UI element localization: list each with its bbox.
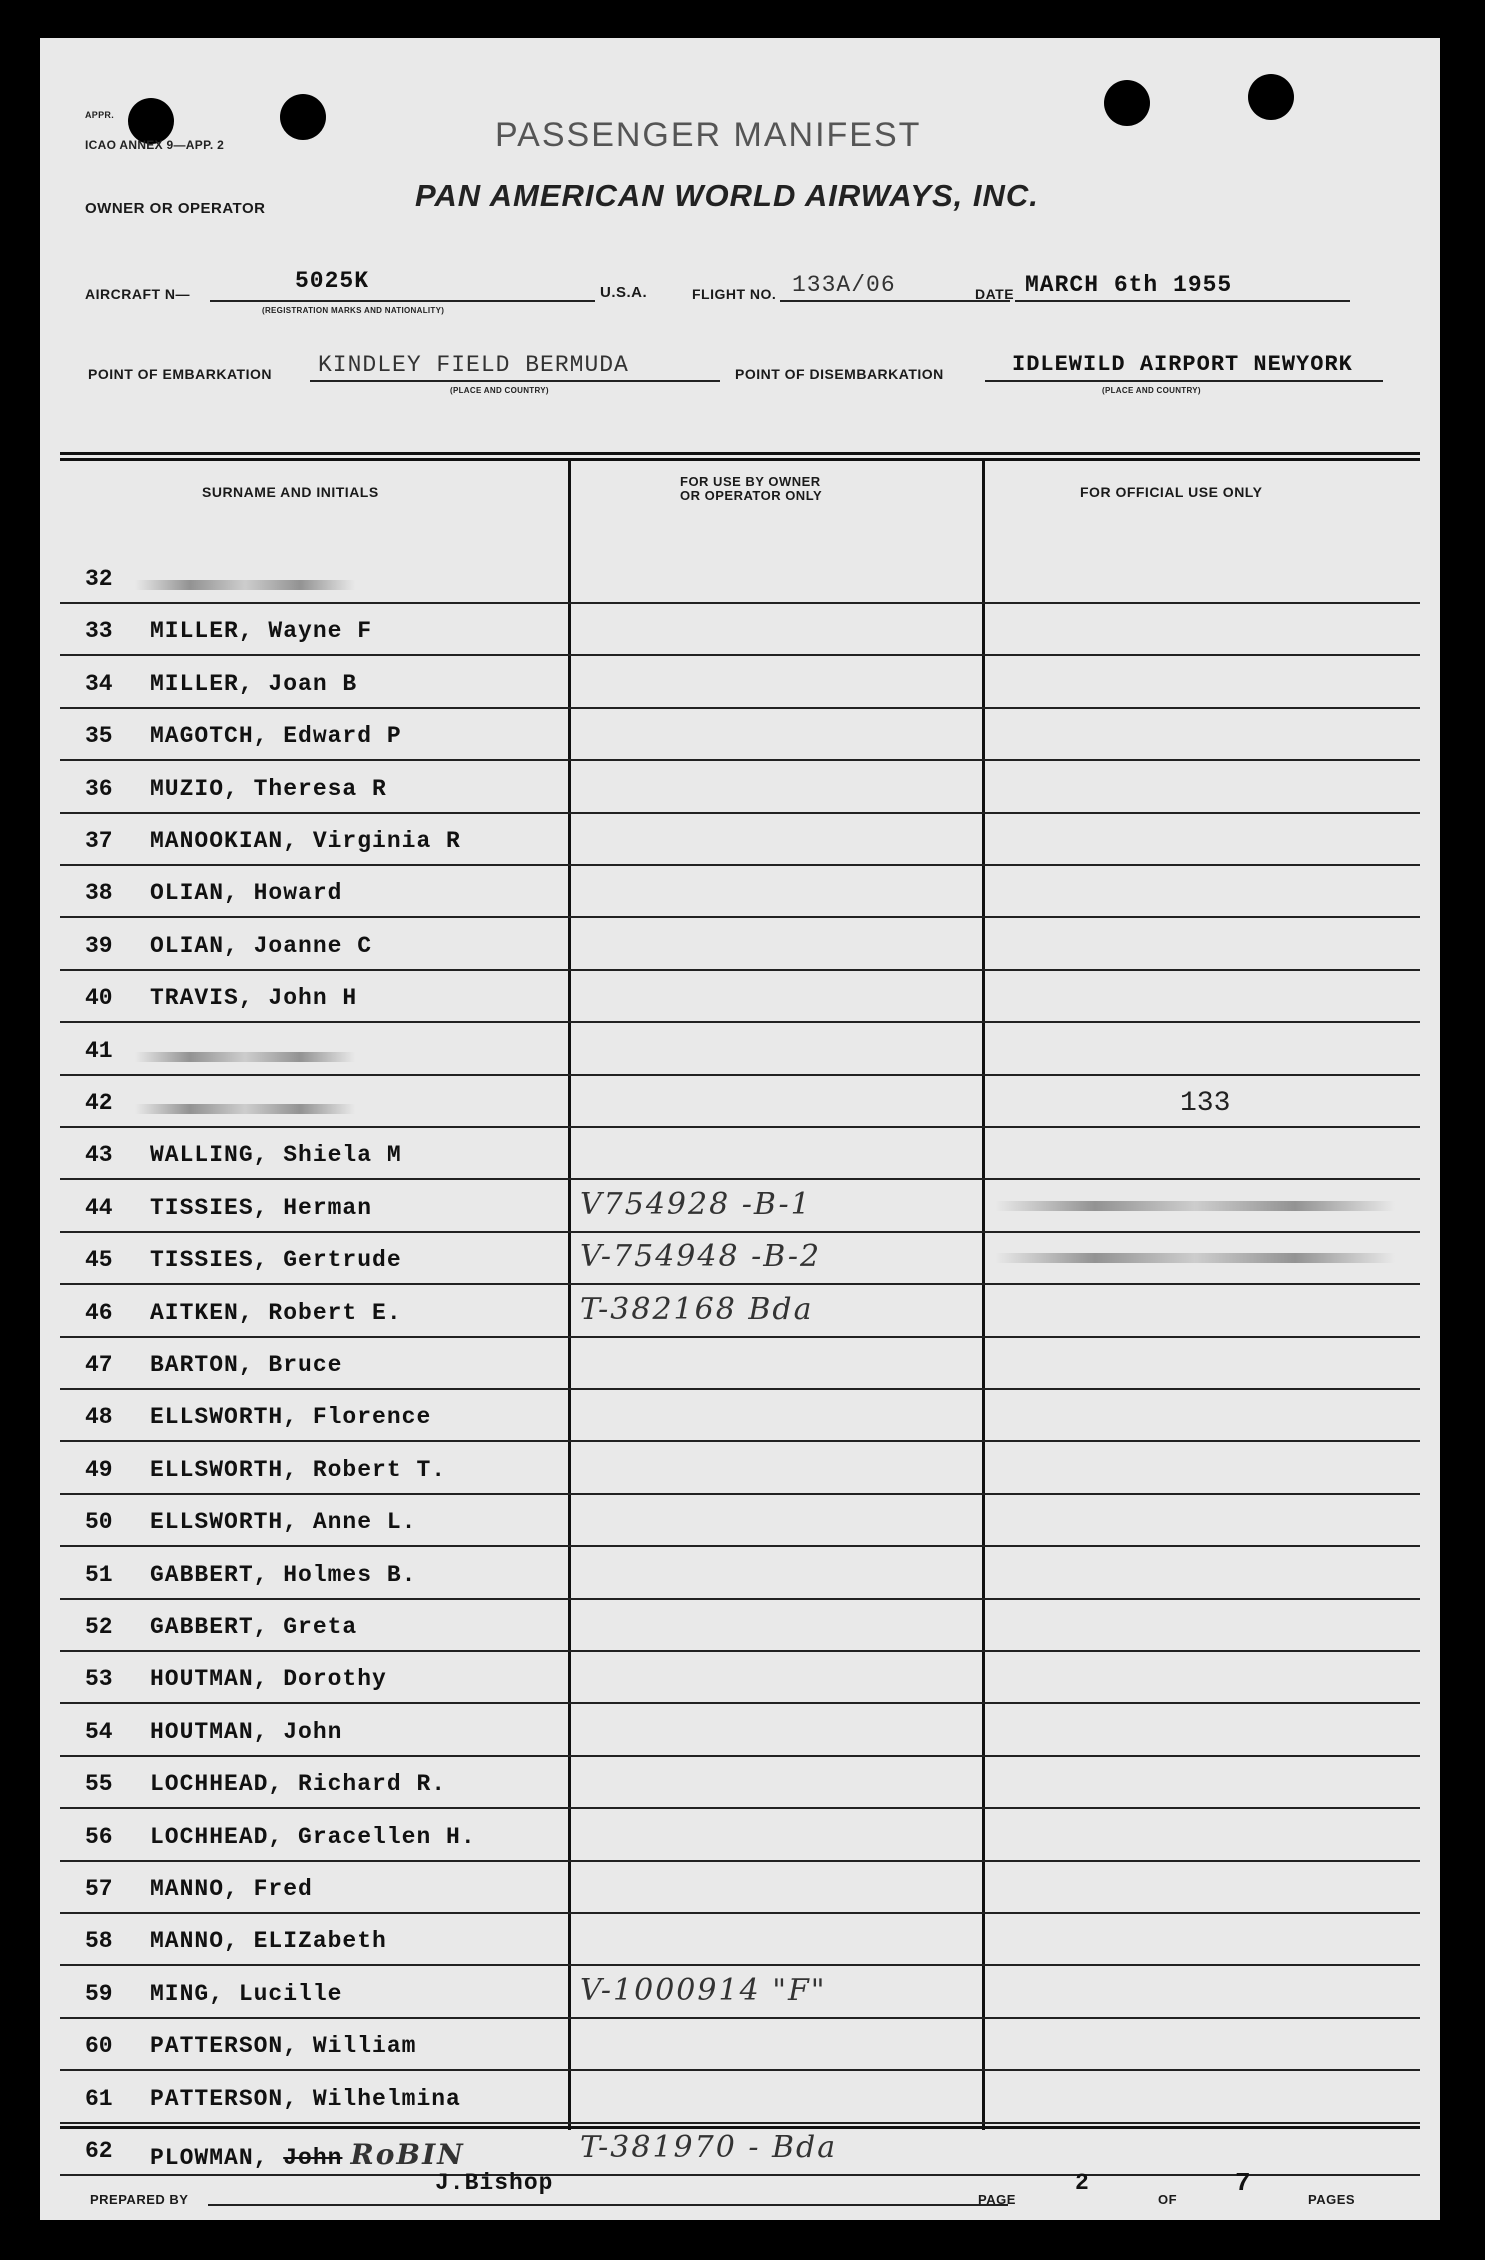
passenger-name: PATTERSON, Wilhelmina (150, 2085, 461, 2112)
table-row (40, 1130, 1440, 1182)
table-row (40, 711, 1440, 763)
date-label: DATE (975, 286, 1015, 302)
row-rule (60, 1021, 1420, 1023)
passenger-name (150, 2138, 465, 2171)
passenger-name: GABBERT, Greta (150, 1614, 358, 1640)
row-number: 51 (85, 1561, 113, 1588)
row-number: 42 (85, 1090, 113, 1116)
row-number: 60 (85, 2033, 113, 2060)
aircraft-value: 5025K (295, 268, 370, 294)
owner-value: PAN AMERICAN WORLD AIRWAYS, INC. (415, 178, 1039, 213)
passenger-name: AITKEN, Robert E. (150, 1299, 402, 1326)
column-header-surname: SURNAME AND INITIALS (202, 484, 379, 500)
passenger-name-typed: PLOWMAN, John (150, 2145, 343, 2171)
disembarkation-value: IDLEWILD AIRPORT NEWYORK (1012, 352, 1353, 377)
column-header-owner-use-2: OR OPERATOR ONLY (680, 488, 823, 503)
passenger-name: MILLER, Joan B (150, 670, 358, 697)
table-row (40, 2126, 1440, 2178)
passenger-name: HOUTMAN, John (150, 1718, 343, 1745)
row-rule (60, 1126, 1420, 1128)
official-note: 133 (1180, 1088, 1231, 1119)
row-number: 41 (85, 1037, 113, 1064)
table-row (40, 554, 1440, 606)
row-number: 33 (85, 618, 113, 645)
table-row (40, 2021, 1440, 2073)
row-rule (60, 864, 1420, 866)
passenger-name: PATTERSON, William (150, 2033, 417, 2060)
row-rule (60, 1283, 1420, 1285)
passenger-name: MANOOKIAN, Virginia R (150, 828, 461, 854)
erased-entry (135, 580, 355, 590)
table-row (40, 1812, 1440, 1864)
row-rule (60, 707, 1420, 709)
passenger-name: TISSIES, Herman (150, 1194, 373, 1221)
table-row (40, 868, 1440, 920)
embarkation-value: KINDLEY FIELD BERMUDA (318, 352, 629, 378)
punch-hole (280, 94, 326, 140)
punch-hole (1248, 74, 1294, 120)
row-rule (60, 2122, 1420, 2124)
row-number: 35 (85, 723, 113, 750)
table-row (40, 1078, 1440, 1130)
row-rule (60, 654, 1420, 656)
table-row (40, 1602, 1440, 1654)
passenger-name: MUZIO, Theresa R (150, 775, 387, 802)
table-row (40, 1392, 1440, 1444)
passenger-name: TRAVIS, John H (150, 985, 358, 1012)
table-row (40, 1654, 1440, 1706)
punch-hole (1104, 80, 1150, 126)
row-number: 36 (85, 775, 113, 802)
row-number: 44 (85, 1194, 113, 1221)
row-number: 40 (85, 985, 113, 1012)
passenger-name: WALLING, Shiela M (150, 1142, 402, 1169)
row-rule (60, 1650, 1420, 1652)
row-number: 53 (85, 1666, 113, 1693)
table-row (40, 816, 1440, 868)
disembarkation-sub-label: (PLACE AND COUNTRY) (1102, 386, 1201, 395)
table-row (40, 1864, 1440, 1916)
table-row (40, 764, 1440, 816)
row-number: 48 (85, 1404, 113, 1431)
row-number: 39 (85, 932, 113, 959)
owner-label: OWNER OR OPERATOR (85, 200, 266, 217)
erased-official-entry (995, 1253, 1395, 1263)
passenger-name: ELLSWORTH, Robert T. (150, 1456, 447, 1483)
row-number: 58 (85, 1928, 113, 1955)
operator-note: V754928 -B-1 (580, 1186, 812, 1222)
page-number: 2 (1075, 2170, 1090, 2196)
row-number: 59 (85, 1980, 113, 2007)
embarkation-sub-label: (PLACE AND COUNTRY) (450, 386, 549, 395)
row-rule (60, 1440, 1420, 1442)
operator-note: V-754948 -B-2 (580, 1239, 822, 1275)
erased-official-entry (995, 1201, 1395, 1211)
table-row (40, 1759, 1440, 1811)
passenger-name: BARTON, Bruce (150, 1352, 343, 1378)
passenger-name: GABBERT, Holmes B. (150, 1561, 417, 1588)
row-number: 38 (85, 880, 113, 907)
prepared-by-value: J.Bishop (435, 2170, 554, 2196)
page-title: PASSENGER MANIFEST (495, 116, 922, 154)
row-rule (60, 2069, 1420, 2071)
aircraft-sub-label: (REGISTRATION MARKS AND NATIONALITY) (262, 306, 445, 315)
manifest-sheet (40, 38, 1440, 2220)
passenger-name: ELLSWORTH, Florence (150, 1404, 432, 1431)
row-number: 61 (85, 2085, 113, 2112)
row-rule (60, 602, 1420, 604)
row-number: 56 (85, 1823, 113, 1850)
row-rule (60, 1807, 1420, 1809)
table-row (40, 1550, 1440, 1602)
passenger-name: LOCHHEAD, Richard R. (150, 1771, 447, 1798)
row-rule (60, 1178, 1420, 1180)
passenger-name: OLIAN, Joanne C (150, 932, 373, 959)
row-rule (60, 1598, 1420, 1600)
row-rule (60, 1545, 1420, 1547)
page-label: PAGE (978, 2192, 1016, 2207)
row-number: 32 (85, 566, 113, 592)
row-rule (60, 916, 1420, 918)
form-reference-top: APPR. (85, 110, 115, 120)
row-number: 57 (85, 1876, 113, 1902)
row-rule (60, 1755, 1420, 1757)
column-header-official: FOR OFFICIAL USE ONLY (1080, 484, 1263, 500)
table-row (40, 1445, 1440, 1497)
row-rule (60, 1702, 1420, 1704)
row-rule (60, 1493, 1420, 1495)
row-number: 45 (85, 1247, 113, 1274)
table-row (40, 1497, 1440, 1549)
passenger-name: MANNO, Fred (150, 1876, 313, 1902)
table-row (40, 973, 1440, 1025)
row-rule (60, 1388, 1420, 1390)
row-number: 34 (85, 670, 113, 697)
passenger-name: LOCHHEAD, Gracellen H. (150, 1823, 476, 1850)
date-value: MARCH 6th 1955 (1025, 272, 1233, 298)
row-rule (60, 1231, 1420, 1233)
row-number: 62 (85, 2138, 113, 2164)
row-rule (60, 1860, 1420, 1862)
row-rule (60, 1912, 1420, 1914)
prepared-by-label: PREPARED BY (90, 2192, 189, 2207)
row-rule (60, 759, 1420, 761)
table-row (40, 606, 1440, 658)
of-label: OF (1158, 2192, 1178, 2207)
row-number: 49 (85, 1456, 113, 1483)
passenger-name: MING, Lucille (150, 1980, 343, 2007)
row-rule (60, 2174, 1420, 2176)
row-rule (60, 1964, 1420, 1966)
passenger-name: MANNO, ELIZabeth (150, 1928, 387, 1955)
table-row (40, 2074, 1440, 2126)
operator-note: T-382168 Bda (580, 1291, 814, 1327)
row-rule (60, 969, 1420, 971)
row-number: 52 (85, 1614, 113, 1640)
passenger-name: TISSIES, Gertrude (150, 1247, 402, 1274)
erased-entry (135, 1104, 355, 1114)
passenger-name-handwritten: RoBIN (350, 2138, 465, 2171)
usa-label: U.S.A. (600, 284, 648, 301)
table-row (40, 1707, 1440, 1759)
column-header-owner-use: FOR USE BY OWNER (680, 474, 821, 489)
passenger-name: ELLSWORTH, Anne L. (150, 1509, 417, 1536)
row-number: 54 (85, 1718, 113, 1745)
operator-note: V-1000914 "F" (580, 1972, 827, 2008)
pages-label: PAGES (1308, 2192, 1356, 2207)
row-rule (60, 1074, 1420, 1076)
disembarkation-label: POINT OF DISEMBARKATION (735, 366, 944, 382)
aircraft-label: AIRCRAFT N— (85, 286, 191, 302)
row-rule (60, 1336, 1420, 1338)
erased-entry (135, 1052, 355, 1062)
form-reference: ICAO ANNEX 9—APP. 2 (85, 138, 225, 152)
flight-value: 133A/06 (792, 272, 896, 298)
row-number: 55 (85, 1771, 113, 1798)
table-row (40, 1916, 1440, 1968)
table-row (40, 659, 1440, 711)
total-pages: 7 (1235, 2168, 1252, 2198)
table-row (40, 1340, 1440, 1392)
passenger-name: MILLER, Wayne F (150, 618, 373, 645)
row-rule (60, 2017, 1420, 2019)
row-number: 43 (85, 1142, 113, 1169)
table-row (40, 1288, 1440, 1340)
table-row (40, 1026, 1440, 1078)
row-rule (60, 812, 1420, 814)
table-row (40, 921, 1440, 973)
flight-label: FLIGHT NO. (692, 286, 777, 302)
row-number: 47 (85, 1352, 113, 1378)
passenger-name: HOUTMAN, Dorothy (150, 1666, 387, 1693)
passenger-name: MAGOTCH, Edward P (150, 723, 402, 750)
table-row (40, 1969, 1440, 2021)
row-number: 46 (85, 1299, 113, 1326)
row-number: 37 (85, 828, 113, 854)
row-number: 50 (85, 1509, 113, 1536)
embarkation-label: POINT OF EMBARKATION (88, 366, 272, 382)
passenger-name: OLIAN, Howard (150, 880, 343, 907)
operator-note: T-381970 - Bda (580, 2130, 838, 2165)
